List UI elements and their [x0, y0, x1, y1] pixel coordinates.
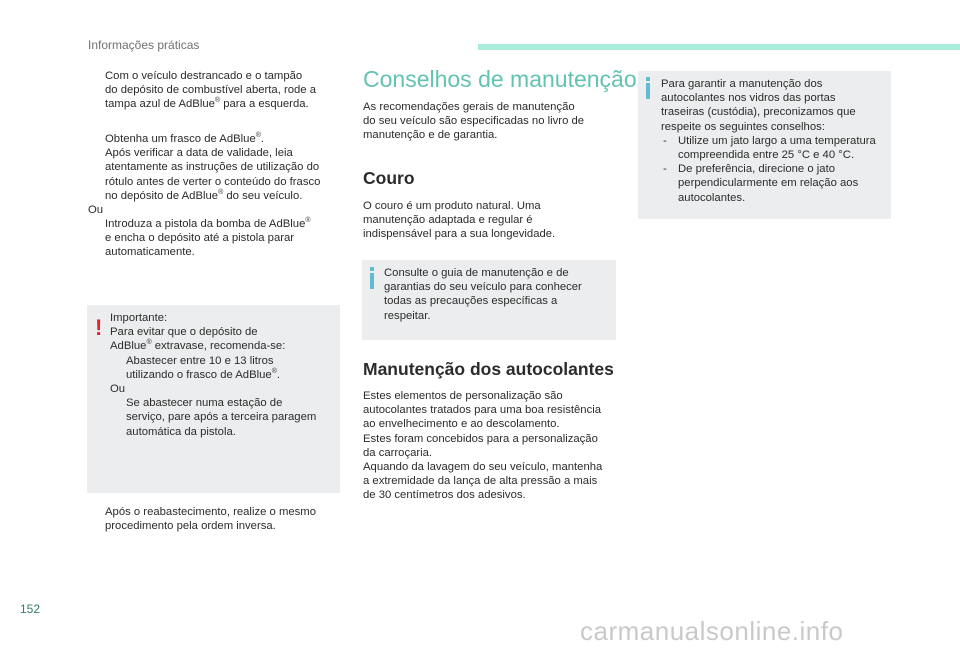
info-text-decals: Para garantir a manutenção dos autocolantes nos vidros das portas traseiras (custódia), preconizamos que respeite os seguintes conselhos: - Utilize um jato largo a uma temperatura compreendida entre 25 °C e 40 °C. - De preferência, direcione o jato perpendicularmente em relação aos autocolantes. — [661, 78, 876, 204]
leather-heading: Couro — [363, 168, 415, 188]
advice-wide-jet: - Utilize um jato largo a uma temperatura compreendida entre 25 °C e 40 °C. — [663, 134, 876, 162]
section-title: Informações práticas — [88, 38, 200, 52]
info-box-decals — [638, 71, 891, 219]
advice-perpendicular-jet: - De preferência, direcione o jato perpendicularmente em relação aos autocolantes. — [663, 163, 859, 204]
warning-option-station: Se abastecer numa estação de serviço, pare após a terceira paragem automática da pistola. — [126, 397, 317, 438]
header-accent-bar — [478, 44, 960, 50]
maintenance-intro: As recomendações gerais de manutenção do seu veículo são especificadas no livro de manutenção e de garantia. — [363, 101, 585, 142]
warning-text: Importante: Para evitar que o depósito de AdBlue® extravase, recomenda-se: Abastecer entre 10 e 13 litros utilizando o frasco de AdBlue®. Ou Se abastecer numa estação de serviço, pare após a terceira paragem automática da pistola. — [110, 312, 317, 438]
instruction-pump-nozzle: Introduza a pistola da bomba de AdBlue® e encha o depósito até a pistola parar automaticamente. — [105, 217, 311, 259]
instruction-after-refill: Após o reabastecimento, realize o mesmo procedimento pela ordem inversa. — [105, 506, 316, 533]
or-label: Ou — [88, 204, 104, 216]
info-box-leather — [362, 260, 616, 340]
leather-text: O couro é um produto natural. Uma manutenção adaptada e regular é indispensável para a sua longevidade. — [363, 200, 556, 241]
page-number: 152 — [20, 602, 41, 616]
info-icon — [370, 273, 374, 289]
warning-icon: ! — [95, 315, 103, 340]
maintenance-heading: Conselhos de manutenção — [363, 66, 637, 92]
decals-text: Estes elementos de personalização são autocolantes tratados para uma boa resistência ao envelhecimento e ao descolamento. Estes foram concebidos para a personalização da carroçaria. Aquando da lavagem do seu veículo, mantenha a extremidade da lança de alta pressão a mais de 30 centímetros dos adesivos. — [363, 390, 603, 502]
info-icon — [646, 83, 650, 99]
decals-heading: Manutenção dos autocolantes — [363, 359, 614, 379]
warning-box — [87, 305, 340, 493]
info-text-leather: Consulte o guia de manutenção e de garantias do seu veículo para conhecer todas as precauções específicas a respeitar. — [384, 267, 582, 322]
warning-option-bottle: Abastecer entre 10 e 13 litros utilizando o frasco de AdBlue®. — [126, 354, 281, 381]
instruction-get-bottle: Obtenha um frasco de AdBlue®. Após verificar a data de validade, leia atentamente as instruções de utilização do rótulo antes de verter o conteúdo do frasco no depósito de AdBlue® do seu veículo. — [105, 132, 321, 202]
instruction-rotate-cap: Com o veículo destrancado e o tampão do depósito de combustível aberta, rode a tampa azul de AdBlue® para a esquerda. — [105, 70, 317, 111]
watermark: carmanualsonline.info — [580, 616, 844, 646]
